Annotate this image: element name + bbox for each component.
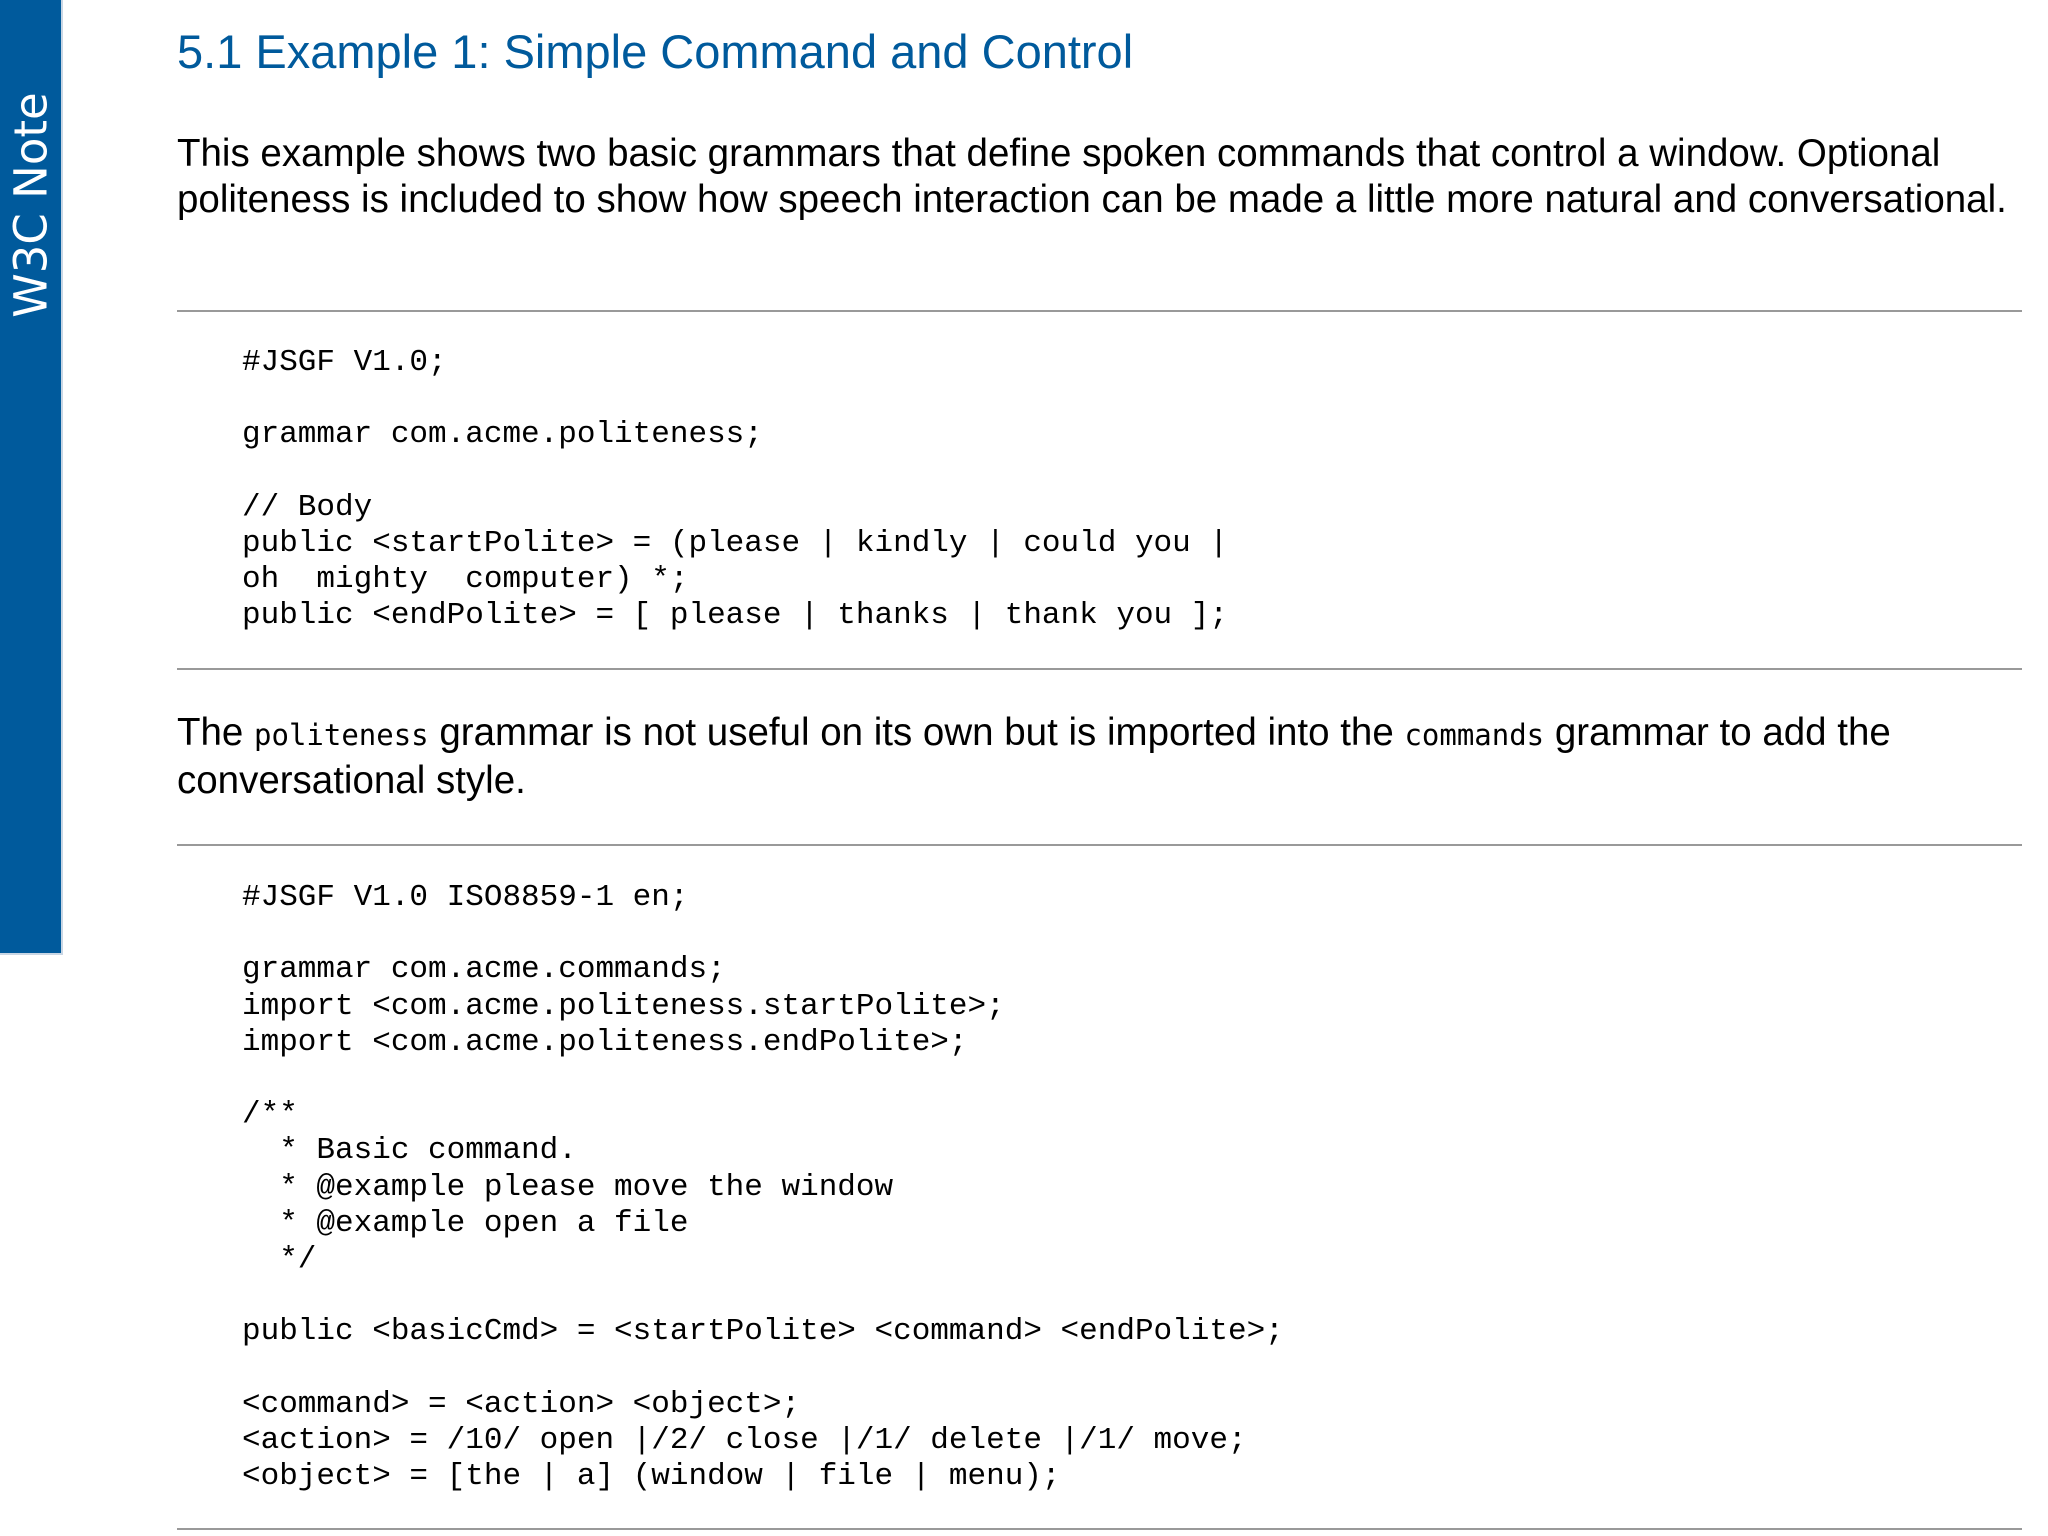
code-line: <object> = [the | a] (window | file | menu); — [242, 1459, 1061, 1495]
politeness-code-term: politeness — [254, 718, 429, 752]
code-line: grammar com.acme.commands; — [242, 952, 726, 988]
code-line: import <com.acme.politeness.endPolite>; — [242, 1024, 968, 1060]
code-line: <action> = /10/ open |/2/ close |/1/ delete |/1/ move; — [242, 1423, 1247, 1459]
explanation-text-middle: grammar is not useful on its own but is imported into the — [428, 711, 1405, 754]
section-title: 5.1 Example 1: Simple Command and Control — [177, 25, 1134, 78]
code-line: grammar com.acme.politeness; — [242, 417, 763, 453]
code-block-bottom-rule — [177, 1528, 2022, 1530]
code-line: // Body — [242, 489, 373, 525]
code-block-top-rule — [177, 310, 2022, 312]
code-block-top-rule — [177, 844, 2022, 846]
intro-paragraph: This example shows two basic grammars that define spoken commands that control a window. Optional politeness is included to show how speech interaction can be made a little more natural and conversational. — [177, 132, 2007, 221]
explanation-text-after: grammar to add the conversational style. — [177, 711, 1891, 802]
code-line: public <startPolite> = (please | kindly | could you | — [242, 526, 1228, 562]
code-line: oh mighty computer) *; — [242, 562, 689, 598]
code-line: import <com.acme.politeness.startPolite>; — [242, 988, 1005, 1024]
code-line: public <endPolite> = [ please | thanks | thank you ]; — [242, 598, 1228, 634]
explanation-text-before: The — [177, 711, 255, 754]
code-line: #JSGF V1.0; — [242, 345, 447, 380]
code-line: * @example open a file — [242, 1205, 689, 1241]
code-block-bottom-rule — [177, 668, 2022, 670]
politeness-grammar-code — [242, 345, 1228, 635]
w3c-note-ribbon — [0, 0, 63, 955]
code-line: #JSGF V1.0 ISO8859-1 en; — [242, 880, 689, 915]
code-line: /** — [242, 1097, 298, 1133]
w3c-note-label: W3C Note — [4, 92, 58, 318]
commands-code-term: commands — [1404, 718, 1545, 752]
code-line: */ — [242, 1242, 317, 1278]
code-line: * Basic command. — [242, 1133, 577, 1169]
code-line: <command> = <action> <object>; — [242, 1386, 801, 1422]
commands-grammar-code — [242, 880, 1284, 1495]
code-line: public <basicCmd> = <startPolite> <command> <endPolite>; — [242, 1314, 1284, 1350]
code-line: * @example please move the window — [242, 1169, 894, 1205]
explanation-paragraph — [177, 710, 2027, 804]
